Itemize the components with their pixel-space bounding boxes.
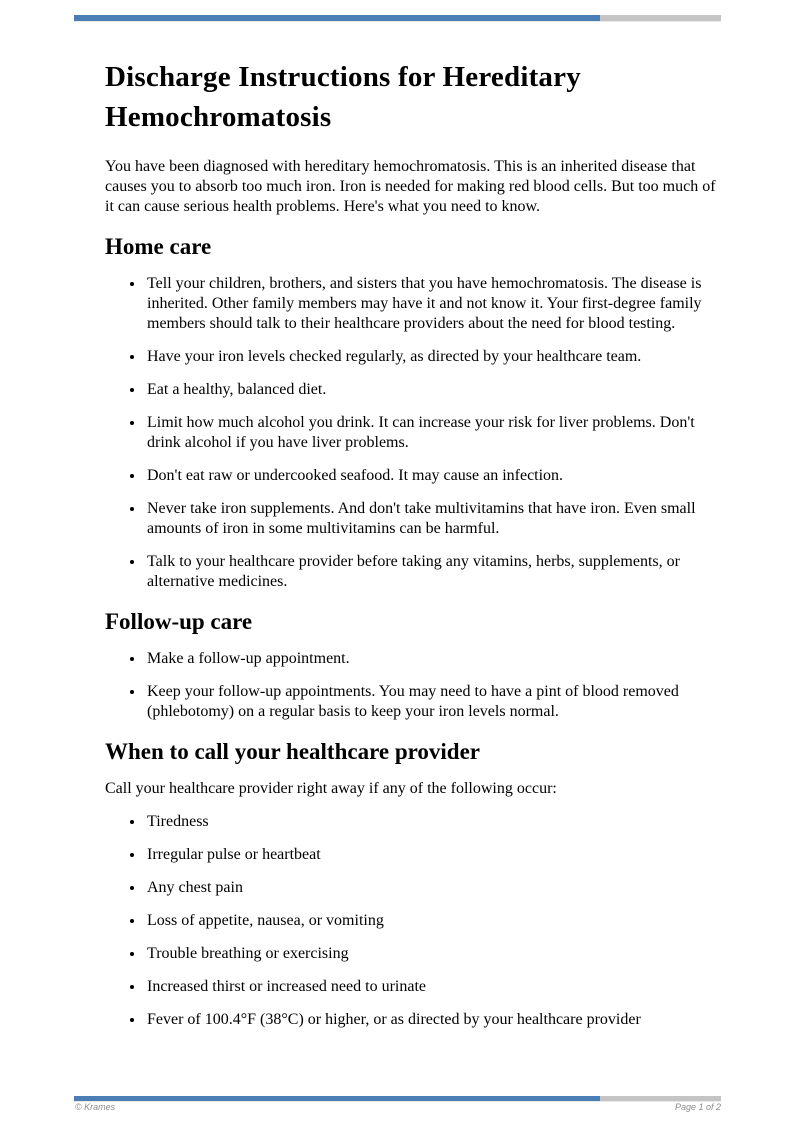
bullet-list: [105, 649, 722, 722]
bullet-item: • Fever of 100.4°F (38°C) or higher, or as directed by your healthcare provider: [145, 1010, 722, 1030]
bullet-item: • Trouble breathing or exercising: [145, 944, 722, 964]
bullet-list: [105, 812, 722, 1030]
bullet-list: [105, 274, 722, 592]
section: [105, 233, 722, 592]
bullet-item: • Have your iron levels checked regularly, as directed by your healthcare team.: [145, 347, 722, 367]
bullet-item: • Limit how much alcohol you drink. It can increase your risk for liver problems. Don't drink alcohol if you have liver problems.: [145, 413, 722, 453]
section-lead: Call your healthcare provider right away if any of the following occur:: [105, 780, 557, 797]
bullet-item: • Keep your follow-up appointments. You may need to have a pint of blood removed (phlebotomy) on a regular basis to keep your iron levels normal.: [145, 682, 722, 722]
page-number: Page 1 of 2: [674, 1102, 721, 1112]
bullet-item: • Irregular pulse or heartbeat: [145, 845, 722, 865]
copyright-text: © Krames: [75, 1102, 116, 1112]
section: [105, 738, 722, 1030]
bullet-item: • Tiredness: [145, 812, 722, 832]
document-intro: You have been diagnosed with hereditary hemochromatosis. This is an inherited disease that causes you to absorb too much iron. Iron is needed for making red blood cells. But too much of it can cause serious health problems. Here's what you need to know.: [105, 158, 716, 215]
bullet-item: • Don't eat raw or undercooked seafood. It may cause an infection.: [145, 466, 722, 486]
bullet-item: • Any chest pain: [145, 878, 722, 898]
document-title: Discharge Instructions for Hereditary Hemochromatosis: [105, 61, 581, 133]
section-heading: Follow-up care: [105, 609, 253, 634]
bullet-item: • Never take iron supplements. And don't take multivitamins that have iron. Even small amounts of iron in some multivitamins can be harmful.: [145, 499, 722, 539]
section: [105, 608, 722, 722]
sections-container: [105, 233, 722, 1030]
footer-rule-gray-segment: [600, 1096, 721, 1101]
bullet-item: • Talk to your healthcare provider before taking any vitamins, herbs, supplements, or alternative medicines.: [145, 552, 722, 592]
bullet-item: • Eat a healthy, balanced diet.: [145, 380, 722, 400]
section-heading: When to call your healthcare provider: [105, 739, 481, 764]
bullet-item: • Tell your children, brothers, and sisters that you have hemochromatosis. The disease is inherited. Other family members may have it and not know it. Your first-degree family members should talk to their healthcare providers about the need for blood testing.: [145, 274, 722, 334]
bullet-item: • Loss of appetite, nausea, or vomiting: [145, 911, 722, 931]
bullet-item: • Make a follow-up appointment.: [145, 649, 722, 669]
footer: [75, 1102, 721, 1112]
footer-rule-blue-segment: [74, 1096, 600, 1101]
bullet-item: • Increased thirst or increased need to urinate: [145, 977, 722, 997]
section-heading: Home care: [105, 234, 212, 259]
